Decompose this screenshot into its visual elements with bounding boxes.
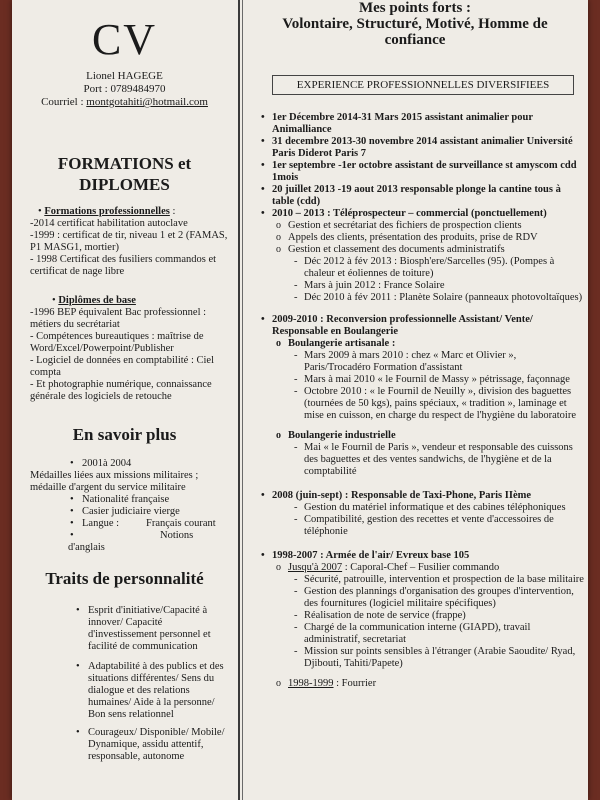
exp-item: • 2008 (juin-sept) : Responsable de Taxi-Phone, Paris IIème xyxy=(258,490,584,502)
formation-item: -2014 certificat habilitation autoclave xyxy=(30,218,188,229)
experience-box-heading: EXPERIENCE PROFESSIONNELLES DIVERSIFIEES xyxy=(272,75,574,95)
email-link[interactable]: montgotahiti@hotmail.com xyxy=(86,96,208,108)
langue-1: Français courant xyxy=(146,518,216,529)
exp-detail: - Mars à juin 2012 : France Solaire xyxy=(258,280,584,292)
formations-pro-section: • Formations professionnelles : -2014 certificat habilitation autoclave -1999 : certificat de tir, niveau 1 et 2 (FAMAS, P1 MASG1, mortier) - 1998 Certificat des fusiliers commandos et certificat de nage libre xyxy=(30,206,230,278)
diplome-item: - Compétences bureautiques : maîtrise de Word/Excel/Powerpoint/Publisher xyxy=(30,331,204,354)
diplome-item: - Logiciel de données en comptabilité : Ciel compta xyxy=(30,355,214,378)
exp-detail: - Chargé de la communication interne (GIAPD), travail administratif, secretariat xyxy=(258,622,584,646)
trait-item: • Esprit d'initiative/Capacité à innover/ Capacité d'investissement personnel et facilité de communication xyxy=(74,605,232,653)
exp-sub-role: : Fourrier xyxy=(333,678,377,689)
savoir-item: • Casier judiciaire vierge xyxy=(68,506,230,518)
traits-heading: Traits de personnalité xyxy=(45,569,204,588)
formation-item: - 1998 Certificat des fusiliers commandos et certificat de nage libre xyxy=(30,254,217,277)
exp-item: • 31 decembre 2013-30 novembre 2014 assistant animalier Université Paris Diderot Paris 7 xyxy=(258,136,584,160)
trait-item: • Courageux/ Disponible/ Mobile/ Dynamique, assidu attentif, responsable, autonome xyxy=(74,727,232,763)
exp-sub-role: : Caporal-Chef – Fusilier commando xyxy=(342,562,500,573)
exp-item: • 2009-2010 : Reconversion professionnelle Assistant/ Vente/ Responsable en Boulangerie xyxy=(258,314,584,338)
traits-section xyxy=(74,605,232,763)
exp-sub: o Gestion et classement des documents administratifs xyxy=(258,244,584,256)
formation-item: -1999 : certificat de tir, niveau 1 et 2 (FAMAS, P1 MASG1, mortier) xyxy=(30,230,228,253)
exp-sub xyxy=(258,678,584,690)
exp-sub: o Gestion et secrétariat des fichiers de prospection clients xyxy=(258,220,584,232)
cv-paper xyxy=(12,0,588,800)
exp-item: • 1998-2007 : Armée de l'air/ Evreux base 105 xyxy=(258,550,584,562)
exp-detail: - Sécurité, patrouille, intervention et prospection de la base militaire xyxy=(258,574,584,586)
diplome-item: -1996 BEP équivalent Bac professionnel : métiers du secrétariat xyxy=(30,307,207,330)
cv-title: CV xyxy=(91,15,158,64)
formations-heading-line2: DIPLOMES xyxy=(79,175,170,194)
diplomes-section: • Diplômes de base -1996 BEP équivalent Bac professionnel : métiers du secrétariat - Compétences bureautiques : maîtrise de Word/Excel/Powerpoint/Publisher - Logiciel de données en comptabilité : Ciel compta - Et photographie numérique, connaissance générale des logiciels de retouche xyxy=(30,295,230,403)
exp-item: • 1er septembre -1er octobre assistant de surveillance st amyscom cdd 1mois xyxy=(258,160,584,184)
exp-detail: - Déc 2010 à fév 2011 : Planète Solaire (panneaux photovoltaïques) xyxy=(258,292,584,304)
exp-item: • 1er Décembre 2014-31 Mars 2015 assistant animalier pour Animalliance xyxy=(258,112,584,136)
contact-name: Lionel HAGEGE xyxy=(86,70,163,82)
experience-list xyxy=(258,112,584,690)
strengths-title-2: Volontaire, Structuré, Motivé, Homme de xyxy=(282,16,548,32)
formations-pro-heading: Formations professionnelles xyxy=(44,206,170,217)
column-divider xyxy=(238,0,240,800)
savoir-year: • 2001à 2004 xyxy=(68,458,230,470)
exp-detail: - Mars à mai 2010 « le Fournil de Massy » pétrissage, façonnage xyxy=(258,374,584,386)
exp-detail: - Mai « le Fournil de Paris », vendeur et responsable des cuissons des baguettes et des ventes sandwichs, de l'hygiène et de la comptabilité xyxy=(258,442,584,478)
savoir-medals: Médailles liées aux missions militaires ; médaille d'argent du service militaire xyxy=(30,470,199,493)
exp-detail: - Réalisation de note de service (frappe) xyxy=(258,610,584,622)
savoir-section xyxy=(30,458,230,554)
contact-email-line xyxy=(12,96,237,109)
exp-sub-period: Jusqu'à 2007 xyxy=(288,562,343,573)
diplome-item: - Et photographie numérique, connaissance générale des logiciels de retouche xyxy=(30,379,212,402)
contact-phone: Port : 0789484970 xyxy=(83,83,166,95)
exp-detail: - Déc 2012 à fév 2013 : Biosph'ere/Sarcelles (95). (Pompes à chaleur et éoliennes de toiture) xyxy=(258,256,584,280)
exp-sub xyxy=(258,562,584,574)
right-column xyxy=(242,0,588,800)
left-column xyxy=(12,0,237,800)
savoir-item: • Nationalité française xyxy=(68,494,230,506)
diplomes-heading: Diplômes de base xyxy=(58,295,136,306)
langue-label: Langue : xyxy=(82,518,120,529)
exp-detail: - Compatibilité, gestion des recettes et vente d'accessoires de téléphonie xyxy=(258,514,584,538)
exp-item: • 2010 – 2013 : Téléprospecteur – commercial (ponctuellement) xyxy=(258,208,584,220)
exp-detail: - Gestion des plannings d'organisation des groupes d'intervention, des fournitures (logiciel militaire spécifiques) xyxy=(258,586,584,610)
exp-detail: - Octobre 2010 : « le Fournil de Neuilly », division des baguettes (tournées de 50 kgs), pains spéciaux, « tradition », laminage et mise en cuisson, en charge du respect de l'hygiène du laboratoire xyxy=(258,386,584,422)
langue-row xyxy=(68,518,230,530)
savoir-heading: En savoir plus xyxy=(72,425,177,444)
exp-detail: - Mission sur points sensibles à l'étranger (Arabie Saoudite/ Ryad, Djibouti, Tahiti/Papete) xyxy=(258,646,584,670)
exp-sub: o Appels des clients, présentation des produits, prise de RDV xyxy=(258,232,584,244)
strengths-title-1: Mes points forts : xyxy=(358,0,472,16)
trait-item: • Adaptabilité à des publics et des situations différentes/ Sens du dialogue et des relations humaines/ Aide à la personne/ Bon sens relationnel xyxy=(74,661,232,721)
exp-item: • 20 juillet 2013 -19 aout 2013 responsable plonge la cantine tous à table (cdd) xyxy=(258,184,584,208)
formations-heading xyxy=(12,153,237,195)
exp-sub: o Boulangerie industrielle xyxy=(258,430,584,442)
exp-sub: o Boulangerie artisanale : xyxy=(258,338,584,350)
formations-heading-line1: FORMATIONS et xyxy=(57,154,192,173)
exp-detail: - Gestion du matériel informatique et des cabines téléphoniques xyxy=(258,502,584,514)
email-label: Courriel : xyxy=(41,96,87,108)
strengths-title-3: confiance xyxy=(384,32,446,48)
exp-detail: - Mars 2009 à mars 2010 : chez « Marc et Olivier », Paris/Trocadéro Formation d'assistant xyxy=(258,350,584,374)
contact-block xyxy=(12,70,237,109)
exp-sub-period: 1998-1999 xyxy=(288,678,334,689)
langue-2: Notions d'anglais xyxy=(68,530,194,553)
